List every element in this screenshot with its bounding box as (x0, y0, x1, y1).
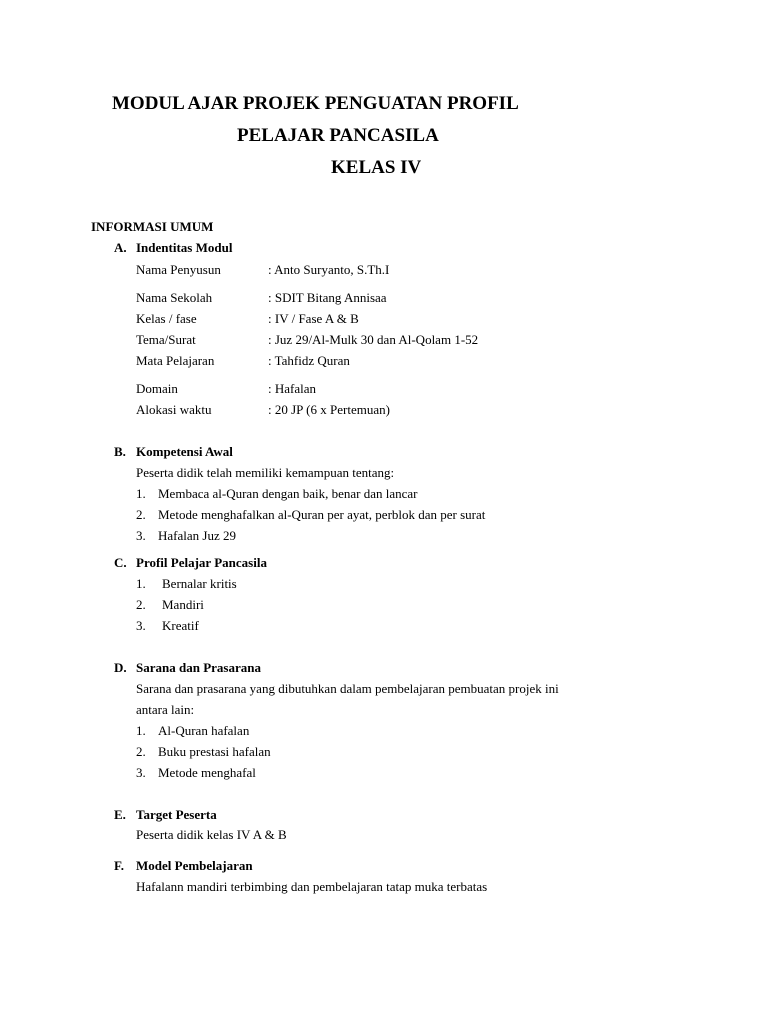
list-item: Hafalan Juz 29 (158, 528, 236, 543)
list-item: Bernalar kritis (162, 576, 237, 591)
field-label: Nama Penyusun (136, 262, 221, 277)
list-number: 1. (136, 486, 146, 501)
section-f-text: Hafalann mandiri terbimbing dan pembelajaran tatap muka terbatas (136, 879, 488, 894)
list-number: 3. (136, 618, 146, 633)
list-item: Metode menghafalkan al-Quran per ayat, perblok dan per surat (158, 507, 486, 522)
field-value: : 20 JP (6 x Pertemuan) (268, 402, 390, 417)
field-value: : Juz 29/Al-Mulk 30 dan Al-Qolam 1-52 (268, 332, 479, 347)
field-value: : Tahfidz Quran (268, 353, 350, 368)
section-e-heading: Target Peserta (136, 807, 217, 822)
list-item: Buku prestasi hafalan (158, 744, 271, 759)
section-c-heading: Profil Pelajar Pancasila (136, 555, 267, 570)
list-item: Mandiri (162, 597, 204, 612)
section-d-intro-line-2: antara lain: (136, 702, 195, 717)
section-f-heading: Model Pembelajaran (136, 858, 253, 873)
list-number: 2. (136, 744, 146, 759)
field-value: : IV / Fase A & B (268, 311, 359, 326)
section-e-letter: E. (114, 807, 126, 822)
field-label: Mata Pelajaran (136, 353, 215, 368)
field-label: Tema/Surat (136, 332, 196, 347)
section-a-heading: Indentitas Modul (136, 240, 233, 255)
doc-title-line-3: KELAS IV (331, 157, 422, 178)
section-heading-informasi-umum: INFORMASI UMUM (91, 219, 214, 234)
field-label: Nama Sekolah (136, 290, 213, 305)
field-value: : SDIT Bitang Annisaa (268, 290, 387, 305)
list-number: 1. (136, 723, 146, 738)
field-label: Alokasi waktu (136, 402, 212, 417)
doc-title-line-1: MODUL AJAR PROJEK PENGUATAN PROFIL (112, 93, 519, 114)
list-item: Membaca al-Quran dengan baik, benar dan lancar (158, 486, 418, 501)
section-f-letter: F. (114, 858, 124, 873)
section-b-heading: Kompetensi Awal (136, 444, 233, 459)
list-number: 2. (136, 597, 146, 612)
list-item: Al-Quran hafalan (158, 723, 250, 738)
section-a-letter: A. (114, 240, 127, 255)
section-b-letter: B. (114, 444, 126, 459)
list-number: 1. (136, 576, 146, 591)
list-number: 3. (136, 528, 146, 543)
list-number: 2. (136, 507, 146, 522)
list-item: Kreatif (162, 618, 199, 633)
field-value: : Hafalan (268, 381, 317, 396)
section-e-text: Peserta didik kelas IV A & B (136, 827, 287, 842)
field-label: Domain (136, 381, 178, 396)
field-value: : Anto Suryanto, S.Th.I (268, 262, 390, 277)
field-label: Kelas / fase (136, 311, 197, 326)
doc-title-line-2: PELAJAR PANCASILA (237, 125, 439, 146)
list-item: Metode menghafal (158, 765, 256, 780)
section-d-heading: Sarana dan Prasarana (136, 660, 261, 675)
section-d-letter: D. (114, 660, 127, 675)
section-d-intro-line-1: Sarana dan prasarana yang dibutuhkan dalam pembelajaran pembuatan projek ini (136, 681, 559, 696)
section-c-letter: C. (114, 555, 127, 570)
section-b-intro: Peserta didik telah memiliki kemampuan tentang: (136, 465, 395, 480)
list-number: 3. (136, 765, 146, 780)
